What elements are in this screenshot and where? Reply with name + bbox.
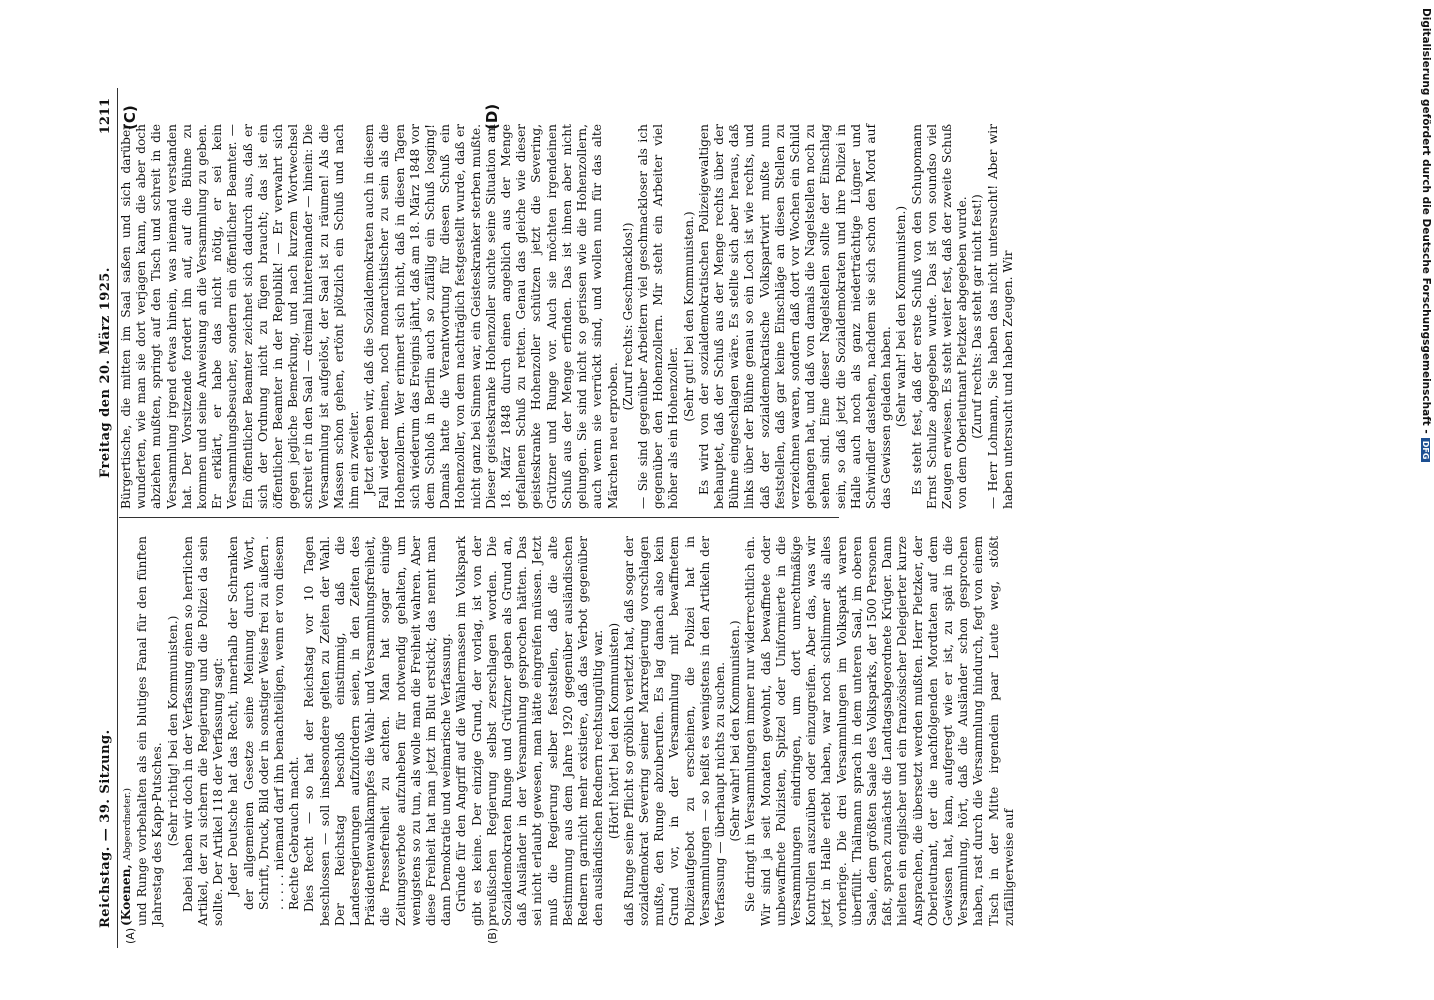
paragraph: Es wird von der sozialdemokratischen Polizeigewaltigen behauptet, daß der Schuß aus der Menge rechts über der Bühne eingeschlagen wäre. Es stellte sich aber heraus, daß links über der Bühne genau so ein Loch ist wie rechts, und daß der sozialdemokratische Volkspartwirt mußte nun feststellen, daß gar keine Einschläge an diesen Stellen zu verzeichnen waren, sondern daß dort vor Wochen ein Schild gehangen hat, und daß von damals die Nagelstellen noch zu sehen sind. Eine dieser Nagelstellen sollte der Einschlag sein, so daß jetzt die Sozialdemokraten und ihre Polizei in Halle auch noch als ganz niederträchtige Lügner und Schwindler dastehen, nachdem sie sich schon den Mord auf das Gewissen geladen haben. [696, 124, 894, 509]
paragraph: — Herr Lohmann, Sie haben das nicht untersucht! Aber wir haben untersucht und haben Zeugen. Wir [985, 124, 1015, 509]
interjection: (Hört! hört! bei den Kommunisten) [606, 622, 621, 840]
margin-marker-d: (D) [483, 103, 501, 130]
interjection: (Zuruf rechts: Geschmacklos!) [620, 222, 635, 411]
interjection: (Sehr richtig! bei den Kommunisten.) [165, 615, 180, 847]
dfg-logo: DFG [1421, 438, 1430, 463]
paragraph: Jetzt erleben wir, daß die Sozialdemokraten auch in diesem Fall wieder meinen, noch monarchistischer zu sein als die Hohenzollern. Wer erinnert sich nicht, daß in diesen Tagen sich wiederum das Ereignis jährt, daß am 18. März 1848 vor dem Schloß in Berlin auch so zufällig ein Schuß losging! Damals hatte die Verantwortung für diesen Schuß ein Hohenzoller, von dem nachträglich festgestellt wurde, daß er nicht ganz bei Sinnen war, ein Geisteskranker sterben mußte. Dieser geisteskranke Hohenzoller suchte seine Situation am 18. März 1848 durch einen angeblich aus der Menge gefallenen Schuß zu retten. Genau das gleiche wie dieser geisteskranke Hohenzoller schützen jetzt die Severing, Grützner und Runge vor. Auch sie möchten irgendeinen Schuß aus der Menge erfinden. Das ist ihnen aber nicht gelungen. Sie sind nicht so gerissen wie die Hohenzollern, auch wenn sie verrückt sind, und wollen nun für das alte Märchen neu erproben. [362, 124, 620, 509]
interjection: (Sehr wahr! bei den Kommunisten.) [894, 205, 909, 428]
paragraph: daß Runge seine Pflicht so gröblich verletzt hat, daß sogar der sozialdemokrat Severing seiner Marxregierung vorschlagen mußte, den Runge abzuberufen. Es lag danach also kein Grund vor, in der Versammlung mit bewaffnetem Polizeiaufgebot zu erscheinen, die Polizei hat in Versammlungen — so heißt es wenigstens in den Artikeln der Verfassung — überhaupt nichts zu suchen. [621, 536, 727, 926]
margin-marker-b: (B) [486, 927, 499, 944]
rotated-page [95, 88, 1016, 948]
paragraph: Dabei haben wir doch in der Verfassung einen so herrlichen Artikel, der zu sichern die Regierung und die Polizei da sein sollte. Der Artikel 118 der Verfassung sagt: [180, 536, 226, 926]
left-column [119, 536, 1016, 926]
paragraph: — Sie sind gegenüber Arbeitern viel geschmackloser als ich gegenüber den Hohenzollern. Mir steht ein Arbeiter viel höher als ein Hohenzoller. [635, 124, 681, 509]
speaker-role: Abgeordneter.) [122, 788, 133, 861]
speaker-line [119, 536, 135, 926]
margin-marker-c: (C) [121, 105, 139, 130]
paragraph: und Runge vorbehalten als ein blutiges Fanal für den fünften Jahrestag des Kapp-Putsches. [135, 536, 165, 926]
paragraph: Bürgertische, die mitten im Saal saßen und sich darüber wunderten, wie man sie dort verjagen kann, die aber doch abziehen mußten, springt auf den Tisch und schreit in die Versammlung irgend etwas hinein, was niemand verstanden hat. Der Vorsitzende fordert ihn auf, auf die Bühne zu kommen und seine Anweisung an die Versammlung zu geben. Er erklärt, er habe das nicht nötig, er sei kein Versammlungsbesucher, sondern ein öffentlicher Beamter. — Ein öffentlicher Beamter zeichnet sich dadurch aus, daß er sich der Ordnung nicht zu fügen braucht; das ist ein öffentlicher Beamter in der Republik! — Er verwahrt sich gegen jegliche Bemerkung, und nach kurzem Wortwechsel schreit er in den Saal — dreimal hintereinander — hinein: Die Versammlung ist aufgelöst, der Saal ist zu räumen! Als die Massen schon gehen, ertönt plötzlich ein Schuß und nach ihm ein zweiter. [119, 124, 362, 509]
page-number: 1211 [98, 98, 113, 135]
paragraph: Sie dringt in Versammlungen immer nur widerrechtlich ein. Wir sind ja seit Monaten gewohnt, daß bewaffnete oder unbewaffnete Polizisten, Spitzel oder Uniformierte in die Versammlungen eindringen, um dort unrechtmäßige Kontrollen auszuüben oder einzugreifen. Aber das, was wir jetzt in Halle erlebt haben, war noch schlimmer als alles vorherige. Die drei Versammlungen im Volkspark waren überfüllt. Thälmann sprach in dem unteren Saal, im oberen Saale, dem größten Saale des Volksparks, der 1500 Personen faßt, sprach zunächst die Landtagsabgeordnete Krüger. Dann hielten ein englischer und ein französischer Delegierter kurze Ansprachen, die übersetzt werden mußten. Herr Pietzker, der Oberleutnant, der die nachfolgenden Mordtaten auf dem Gewissen hat, kam, aufgeregt wie er ist, zu spät in die Versammlung, hört, daß die Ausländer schon gesprochen haben, rast durch die Versammlung hindurch, fegt von einem Tisch in der Mitte irgendein paar Leute weg, stößt zufälligerweise auf [743, 536, 1016, 926]
paragraph: Dies Recht — so hat der Reichstag vor 10 Tagen beschlossen — soll insbesondere gelten zu Zeiten der Wahl. Der Reichstag beschloß einstimmig, daß die Landesregierungen aufzufordern seien, in den Zeiten des Präsidentenwahlkampfes die Wahl- und Versammlungsfreiheit, die Pressefreiheit zu achten. Man hat sogar einige Zeitungsverbote aufzuheben für notwendig gehalten, um wenigstens so zu tun, als wolle man die Freiheit wahren. Aber diese Freiheit hat man jetzt im Blut erstickt; das nennt man dann Demokratie und weimarische Verfassung. [302, 536, 454, 926]
digitization-credit [1420, 8, 1432, 462]
interjection: (Sehr gut! bei den Kommunisten.) [681, 211, 696, 422]
interjection: (Zuruf rechts: Das steht gar nicht fest!) [970, 194, 985, 439]
paragraph: Gründe für den Angriff auf die Wählermassen im Volkspark gibt es keine. Der einzige Grund, der vorlag, ist von der preußischen Regierung selbst zerschlagen worden. Die Sozialdemokraten Runge und Grützner gaben als Grund an, daß Ausländer in der Versammlung gesprochen hätten. Das sei nicht erlaubt gewesen, man hätte eingreifen müssen. Jetzt muß die Regierung selber feststellen, daß die alte Bestimmung aus dem Jahre 1920 gegenüber ausländischen Rednern garnicht mehr existiere, daß das Verbot gegenüber den ausländischen Rednern rechtsungültig war. [454, 536, 606, 926]
paragraph: Es steht fest, daß der erste Schuß von den Schupomann Ernst Schulze abgegeben wurde. Das ist von soundso viel Zeugen erwiesen. Es steht weiter fest, daß der zweite Schuß von dem Oberleutnant Pietzker abgegeben wurde. [909, 124, 970, 509]
page-header [95, 88, 117, 948]
header-right: Freitag den 20. März 1925. [98, 267, 113, 478]
right-column [119, 124, 1015, 518]
interjection: (Sehr wahr! bei den Kommunisten.) [728, 620, 743, 842]
header-rule [117, 88, 118, 948]
margin-marker-a: (A) [124, 927, 137, 944]
header-left: Reichstag. — 39. Sitzung. [98, 729, 113, 928]
quotation: Jeder Deutsche hat das Recht, innerhalb der Schranken der allgemeinen Gesetze seine Meinung durch Wort, Schrift, Druck, Bild oder in sonstiger Weise frei zu äußern . . . . . . niemand darf ihn benachteiligen, wenn er von diesem Rechte Gebrauch macht. [226, 536, 302, 910]
credit-text: Digitalisierung gefördert durch die Deutsche Forschungsgemeinschaft - [1420, 8, 1432, 434]
speaker-name: (Koenen, [119, 864, 133, 926]
